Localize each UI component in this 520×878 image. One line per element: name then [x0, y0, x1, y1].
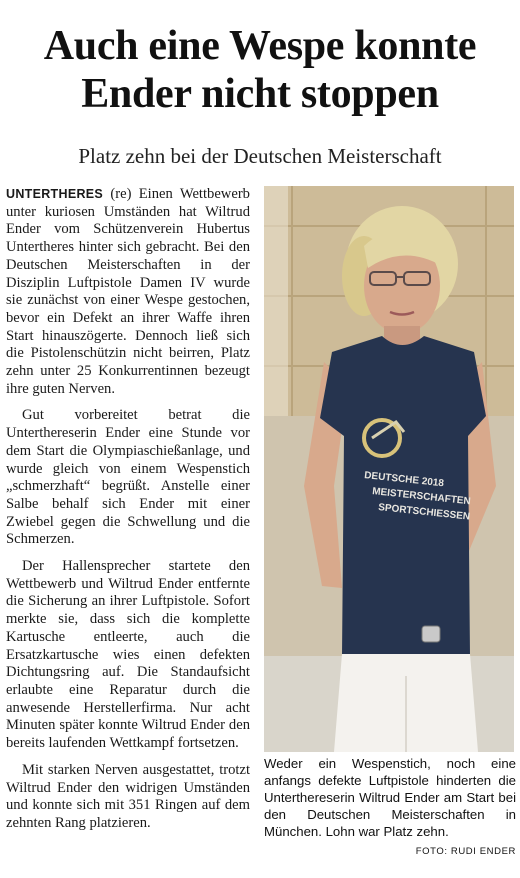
article-paragraph-1: [6, 186, 250, 398]
shirt-text-3: SPORTSCHIESSEN: [377, 502, 471, 523]
article-photo: [264, 186, 514, 752]
article-paragraph-4: Mit starken Nerven ausgestattet, trotzt Wiltrud Ender den widrigen Umständen und konnte sich mit 351 Ringen auf dem zehnten Rang platzieren.: [6, 761, 250, 831]
photo-caption: [264, 755, 516, 860]
headline-line-1: Auch eine Wespe konnte: [43, 23, 477, 69]
author-tag: (re): [110, 186, 132, 202]
article-paragraph-2: Gut vorbereitet betrat die Unterthereserin Ender eine Stunde vor dem Start die Olympiaschießanlage, und wurde gleich von einem Wespenstich „schmerzhaft“ begrüßt. Anstelle einer Salbe behalf sich Ender mit einer Zwiebel gegen die Schwellung und die Schmerzen.: [6, 407, 250, 548]
caption-text: Weder ein Wespenstich, noch eine anfangs defekte Luftpistole hinderten die Unterthereserin Wiltrud Ender am Start bei den Deutschen Meisterschaften in München. Lohn war Platz zehn.: [264, 756, 516, 839]
wristwatch: [422, 626, 440, 642]
paragraph-1-text: Einen Wettbewerb unter kuriosen Umständen hat Wiltrud Ender vom Schützenverein Hubertus Untertheres hinter sich gebracht. Bei den Deutschen Meisterschaften in der Disziplin Luftpistole Damen IV wurde sie zunächst von einer Wespe gestochen, bevor ein Defekt an ihrer Waffe ihren Start hinauszögerte. Dennoch ließ sich die Pistolenschützin nicht beirren, Platz zehn unter 25 Konkurrentinnen bezeugt ihre guten Nerven.: [6, 186, 250, 397]
subheadline: Platz zehn bei der Deutschen Meisterschaft: [78, 144, 442, 168]
shirt-text-2: MEISTERSCHAFTEN: [371, 486, 472, 508]
photo-illustration: [264, 186, 514, 752]
headline-line-2: Ender nicht stoppen: [81, 71, 439, 117]
article-paragraph-3: Der Hallensprecher startete den Wettbewerb und Wiltrud Ender entfernte die Sicherung an ihrer Luftpistole. Sofort merkte sie, dass sich die komplette Kartusche entleerte, auch die Ersatzkartusche wies einen defekten Dichtungsring auf. Die Standaufsicht erlaubte eine Reparatur durch die anwesende Herstellerfirma. Nur acht Minuten später konnte Wiltrud Ender den bereits laufenden Wettkampf fortsetzen.: [6, 558, 250, 752]
photo-credit: FOTO: RUDI ENDER: [415, 846, 516, 857]
article-body: [6, 186, 250, 842]
shirt-text-1: DEUTSCHE 2018: [363, 470, 445, 490]
headline: [0, 22, 520, 118]
dateline: UNTERTHERES: [6, 187, 104, 201]
